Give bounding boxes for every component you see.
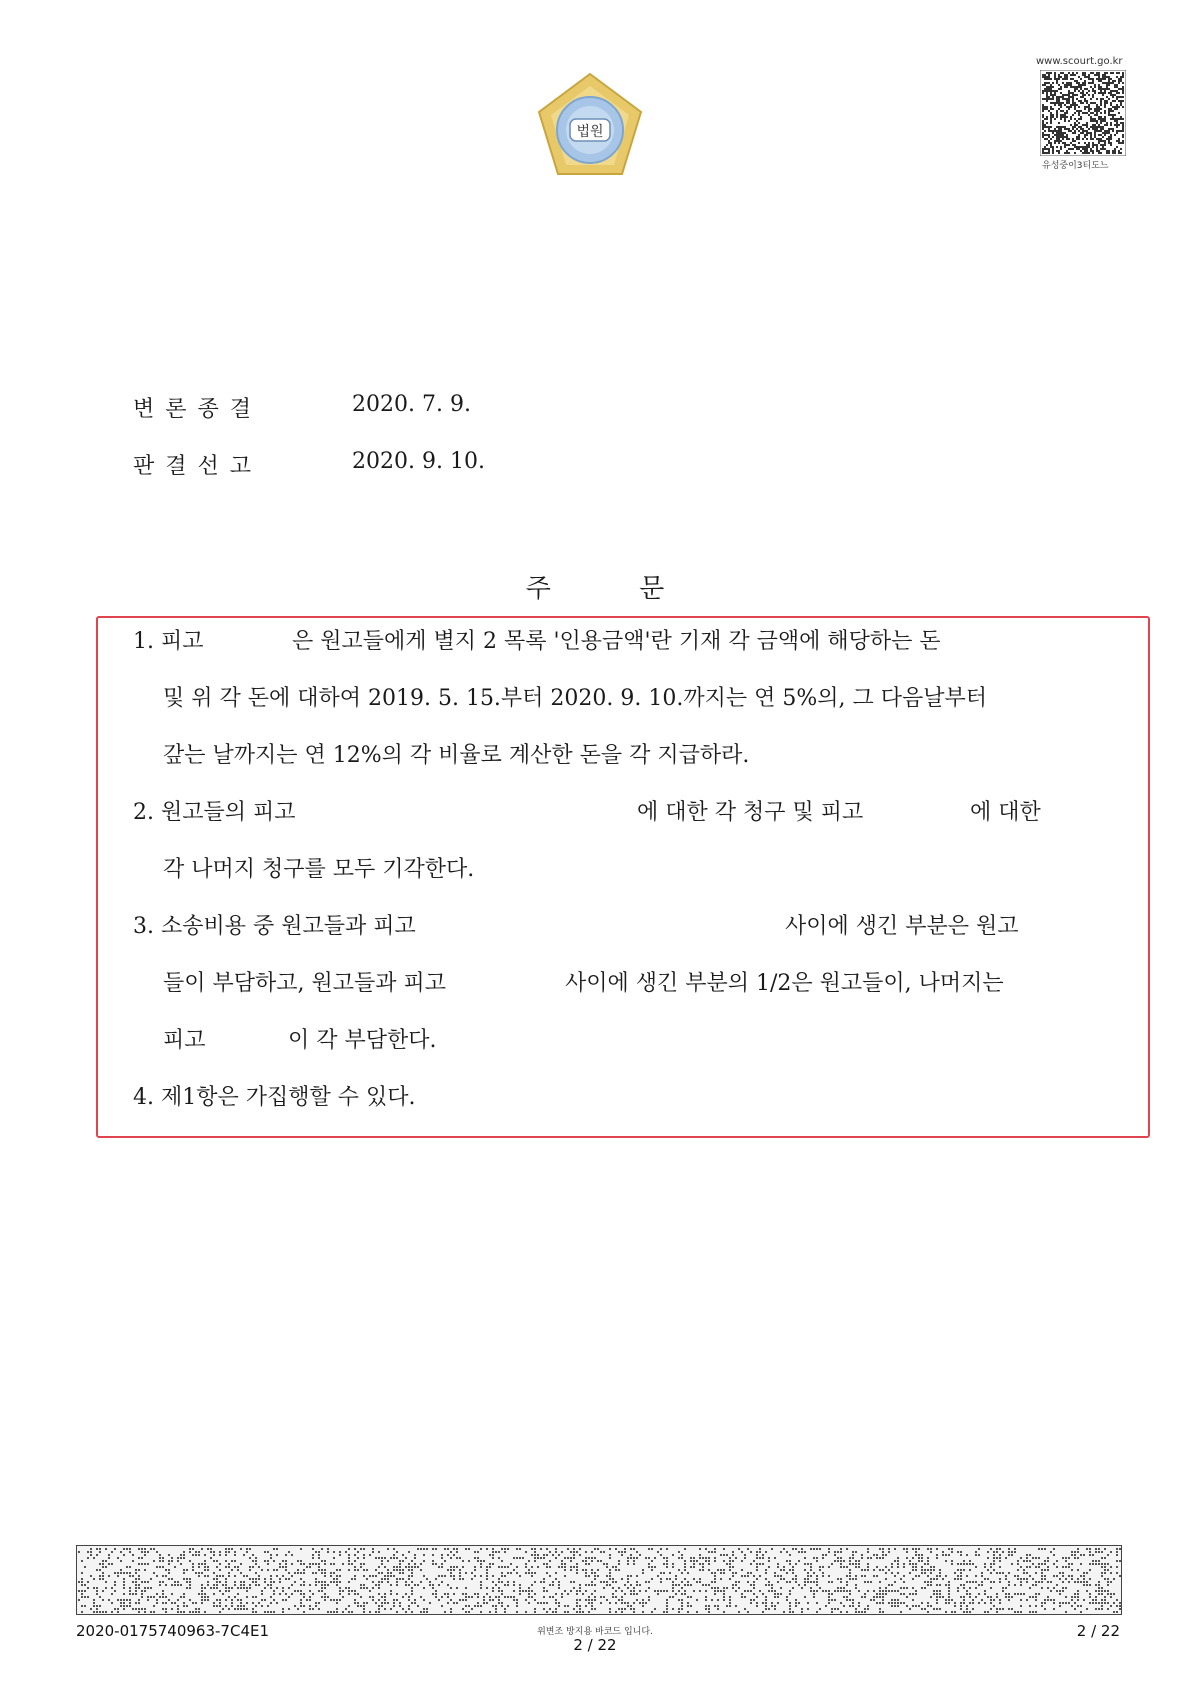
order-line: 들이 부담하고, 원고들과 피고 [163, 971, 446, 996]
order-line: 3. 소송비용 중 원고들과 피고 [133, 914, 416, 939]
meta-value-sentence: 2020. 9. 10. [352, 449, 485, 474]
court-emblem-icon [533, 70, 647, 184]
order-line: 1. 피고 [133, 629, 204, 654]
order-line: 2. 원고들의 피고 [133, 800, 296, 825]
order-line: 은 원고들에게 별지 2 목록 '인용금액'란 기재 각 금액에 해당하는 돈 [292, 629, 941, 654]
meta-label-closing: 변론종결 [133, 397, 263, 422]
document-id: 2020-0175740963-7C4E1 [76, 1622, 270, 1640]
order-line: 각 나머지 청구를 모두 기각한다. [163, 857, 475, 882]
anti-forgery-barcode-icon [76, 1545, 1122, 1615]
meta-label-sentence: 판결선고 [133, 454, 263, 479]
order-line: 에 대한 [970, 800, 1041, 825]
order-line: 이 각 부담한다. [288, 1028, 437, 1053]
meta-value-closing: 2020. 7. 9. [352, 392, 471, 417]
qr-url-text: www.scourt.go.kr [1036, 56, 1123, 67]
order-line: 갚는 날까지는 연 12%의 각 비율로 계산한 돈을 각 지급하라. [163, 743, 750, 768]
page-number-right: 2 / 22 [1076, 1622, 1120, 1640]
page-number-center: 2 / 22 [573, 1636, 617, 1654]
barcode-note: 위변조 방지용 바코드 입니다. [537, 1627, 653, 1637]
order-line: 에 대한 각 청구 및 피고 [637, 800, 864, 825]
order-line: 4. 제1항은 가집행할 수 있다. [133, 1085, 416, 1110]
emblem-text: 법원 [576, 124, 604, 140]
order-line: 사이에 생긴 부분은 원고 [785, 914, 1019, 939]
order-line: 피고 [163, 1028, 206, 1053]
order-line: 사이에 생긴 부분의 1/2은 원고들이, 나머지는 [565, 971, 1004, 996]
order-line: 및 위 각 돈에 대하여 2019. 5. 15.부터 2020. 9. 10.까지는 연 5%의, 그 다음날부터 [163, 686, 988, 711]
qr-caption-text: 유성중이3티도느 [1042, 161, 1109, 171]
qr-code-icon [1040, 70, 1126, 156]
order-title: 주 문 [525, 574, 665, 604]
